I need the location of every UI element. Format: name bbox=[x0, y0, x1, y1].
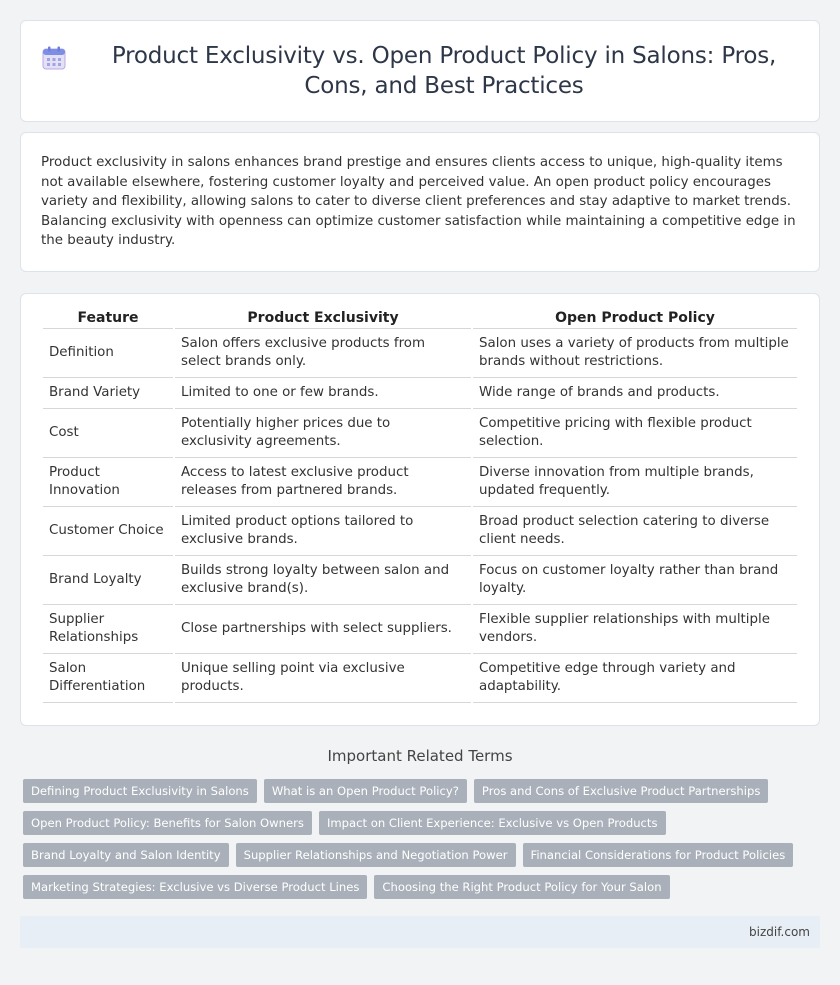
intro-paragraph: Product exclusivity in salons enhances brand prestige and ensures clients access to unique, high-quality items not available elsewhere, fostering customer loyalty and perceived value. An open product policy encourages variety and flexibility, allowing salons to cater to diverse client preferences and stay adaptive to market trends. Balancing exclusivity with openness can optimize customer satisfaction while maintaining a competitive edge in the beauty industry. bbox=[41, 155, 796, 249]
exclusivity-cell: Unique selling point via exclusive products. bbox=[175, 654, 471, 703]
feature-cell: Brand Loyalty bbox=[43, 556, 173, 605]
related-tag[interactable]: What is an Open Product Policy? bbox=[264, 779, 467, 803]
related-tag[interactable]: Choosing the Right Product Policy for Your Salon bbox=[374, 875, 669, 899]
page-title: Product Exclusivity vs. Open Product Policy in Salons: Pros, Cons, and Best Practices bbox=[111, 43, 777, 99]
comparison-card bbox=[20, 293, 820, 726]
related-terms-section bbox=[20, 747, 820, 899]
calendar-icon bbox=[41, 45, 67, 71]
footer-site-link[interactable]: bizdif.com bbox=[749, 925, 810, 939]
open-policy-cell: Diverse innovation from multiple brands, updated frequently. bbox=[473, 458, 797, 507]
related-terms-heading: Important Related Terms bbox=[327, 747, 513, 765]
related-tag[interactable]: Financial Considerations for Product Policies bbox=[523, 843, 794, 867]
exclusivity-cell: Limited product options tailored to exclusive brands. bbox=[175, 507, 471, 556]
table-row bbox=[43, 654, 797, 703]
related-tag[interactable]: Impact on Client Experience: Exclusive vs Open Products bbox=[319, 811, 666, 835]
feature-cell: Supplier Relationships bbox=[43, 605, 173, 654]
table-row bbox=[43, 605, 797, 654]
table-row bbox=[43, 507, 797, 556]
intro-card bbox=[20, 132, 820, 272]
related-tags bbox=[20, 779, 820, 899]
table-row bbox=[43, 378, 797, 409]
exclusivity-cell: Limited to one or few brands. bbox=[175, 378, 471, 409]
related-tag[interactable]: Open Product Policy: Benefits for Salon Owners bbox=[23, 811, 312, 835]
table-header-row bbox=[43, 308, 797, 329]
exclusivity-cell: Potentially higher prices due to exclusivity agreements. bbox=[175, 409, 471, 458]
open-policy-cell: Broad product selection catering to diverse client needs. bbox=[473, 507, 797, 556]
open-policy-cell: Salon uses a variety of products from multiple brands without restrictions. bbox=[473, 329, 797, 378]
table-row bbox=[43, 556, 797, 605]
exclusivity-cell: Salon offers exclusive products from select brands only. bbox=[175, 329, 471, 378]
related-tag[interactable]: Supplier Relationships and Negotiation Power bbox=[236, 843, 516, 867]
feature-cell: Product Innovation bbox=[43, 458, 173, 507]
table-row bbox=[43, 409, 797, 458]
header-open-product-policy: Open Product Policy bbox=[473, 308, 797, 329]
page-header bbox=[20, 20, 820, 122]
comparison-table bbox=[41, 308, 799, 703]
open-policy-cell: Competitive edge through variety and adaptability. bbox=[473, 654, 797, 703]
open-policy-cell: Competitive pricing with flexible product selection. bbox=[473, 409, 797, 458]
header-product-exclusivity: Product Exclusivity bbox=[175, 308, 471, 329]
open-policy-cell: Flexible supplier relationships with multiple vendors. bbox=[473, 605, 797, 654]
exclusivity-cell: Close partnerships with select suppliers. bbox=[175, 605, 471, 654]
feature-cell: Customer Choice bbox=[43, 507, 173, 556]
related-tag[interactable]: Pros and Cons of Exclusive Product Partnerships bbox=[474, 779, 768, 803]
header-feature: Feature bbox=[43, 308, 173, 329]
footer bbox=[20, 916, 820, 948]
table-row bbox=[43, 458, 797, 507]
related-tag[interactable]: Marketing Strategies: Exclusive vs Diverse Product Lines bbox=[23, 875, 367, 899]
feature-cell: Cost bbox=[43, 409, 173, 458]
open-policy-cell: Wide range of brands and products. bbox=[473, 378, 797, 409]
feature-cell: Brand Variety bbox=[43, 378, 173, 409]
open-policy-cell: Focus on customer loyalty rather than brand loyalty. bbox=[473, 556, 797, 605]
table-row bbox=[43, 329, 797, 378]
feature-cell: Salon Differentiation bbox=[43, 654, 173, 703]
exclusivity-cell: Access to latest exclusive product releases from partnered brands. bbox=[175, 458, 471, 507]
related-tag[interactable]: Brand Loyalty and Salon Identity bbox=[23, 843, 229, 867]
exclusivity-cell: Builds strong loyalty between salon and exclusive brand(s). bbox=[175, 556, 471, 605]
related-tag[interactable]: Defining Product Exclusivity in Salons bbox=[23, 779, 257, 803]
feature-cell: Definition bbox=[43, 329, 173, 378]
